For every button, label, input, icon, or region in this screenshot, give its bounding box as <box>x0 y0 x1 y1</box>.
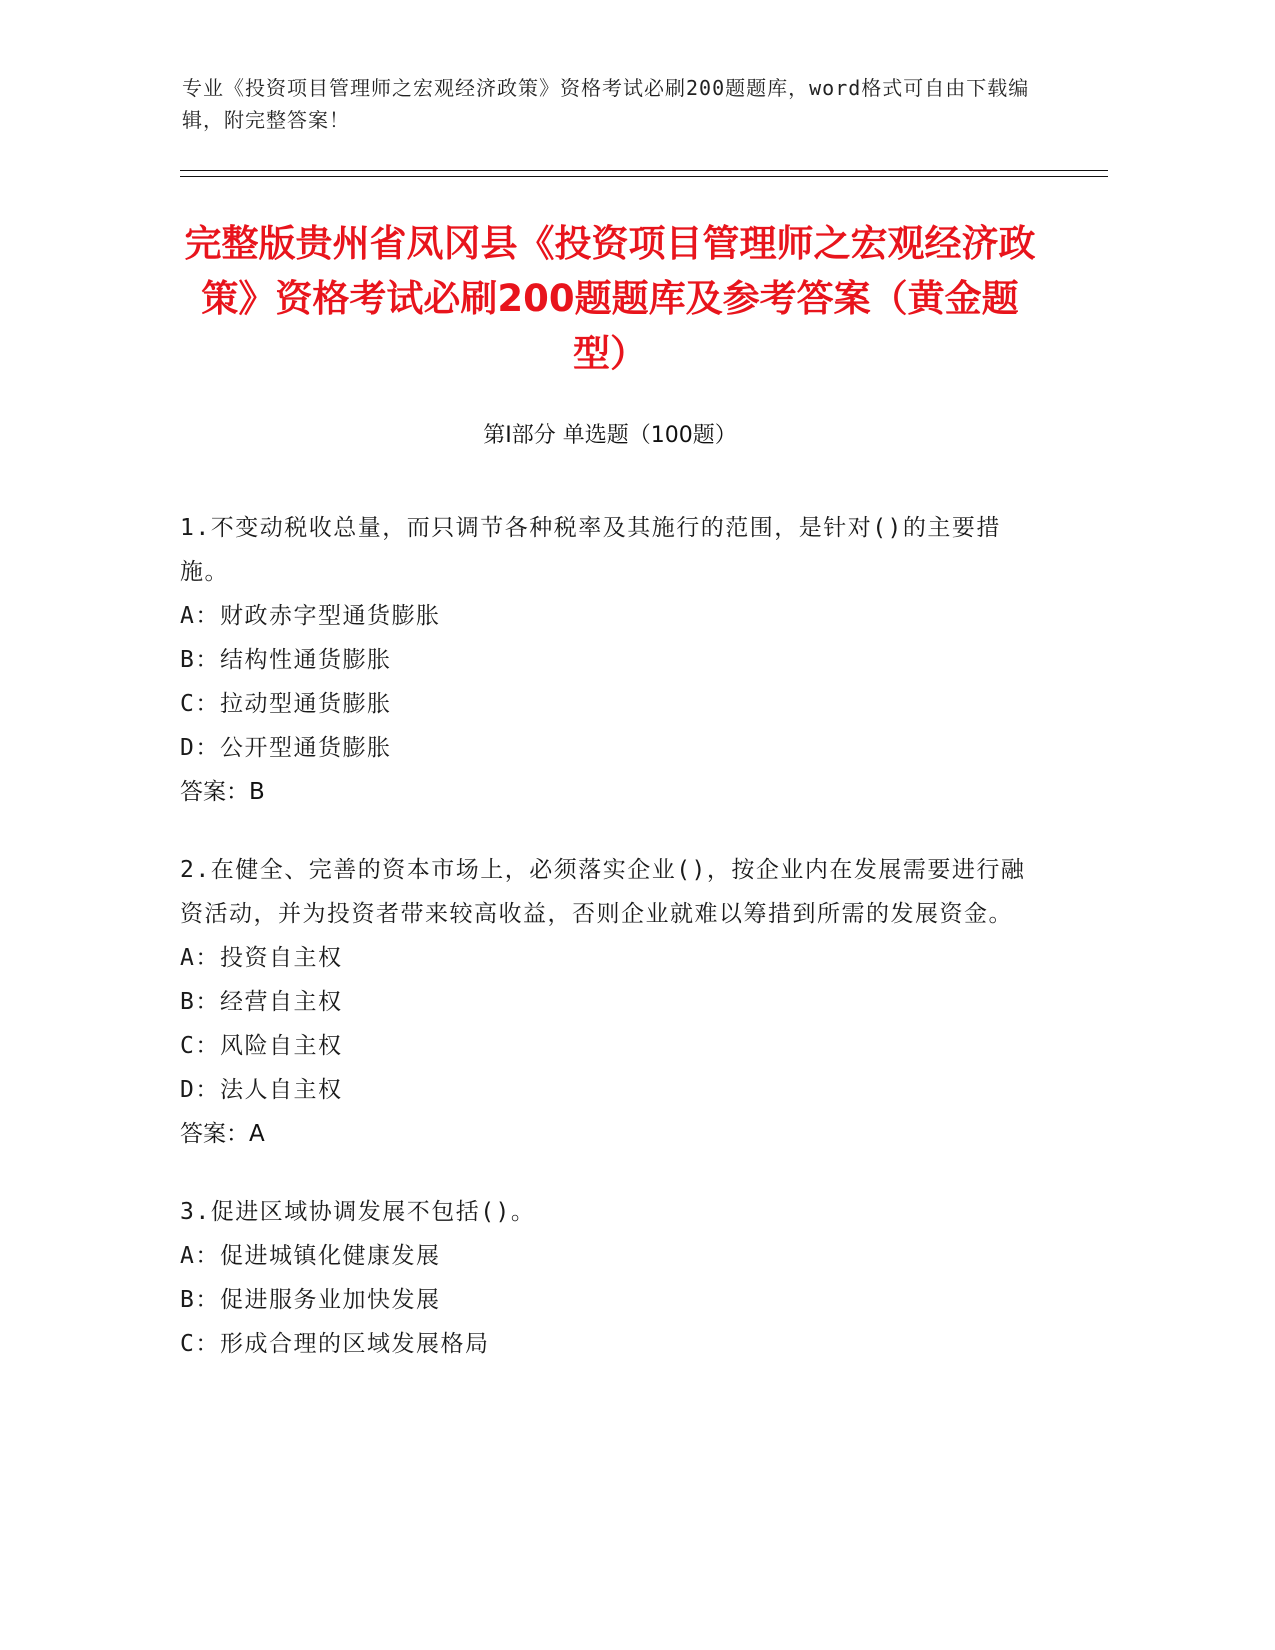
option-d <box>180 1068 1040 1112</box>
option-d <box>180 726 1040 770</box>
section-heading: 第Ⅰ部分 单选题（100题） <box>483 423 737 448</box>
option-text: 促进城镇化健康发展 <box>220 1243 441 1269</box>
question-stem: 1.不变动税收总量，而只调节各种税率及其施行的范围，是针对()的主要措施。 <box>180 515 1001 585</box>
option-key: A： <box>180 945 220 971</box>
option-key: C： <box>180 1033 220 1059</box>
option-b <box>180 980 1040 1024</box>
option-a <box>180 594 1040 638</box>
option-b <box>180 1278 1040 1322</box>
option-key: A： <box>180 1243 220 1269</box>
option-c <box>180 682 1040 726</box>
option-text: 法人自主权 <box>220 1077 343 1103</box>
question-1 <box>180 506 1040 814</box>
option-key: B： <box>180 989 220 1015</box>
option-text: 公开型通货膨胀 <box>220 735 392 761</box>
option-text: 拉动型通货膨胀 <box>220 691 392 717</box>
option-key: B： <box>180 647 220 673</box>
option-text: 促进服务业加快发展 <box>220 1287 441 1313</box>
option-text: 形成合理的区域发展格局 <box>220 1331 490 1357</box>
option-c <box>180 1024 1040 1068</box>
question-3 <box>180 1190 1040 1366</box>
answer-line: 答案：B <box>180 779 265 805</box>
header-divider-top <box>180 170 1108 171</box>
option-a <box>180 936 1040 980</box>
question-stem: 3.促进区域协调发展不包括()。 <box>180 1199 536 1225</box>
option-a <box>180 1234 1040 1278</box>
option-text: 投资自主权 <box>220 945 343 971</box>
option-c <box>180 1322 1040 1366</box>
question-list <box>180 506 1040 1400</box>
option-text: 财政赤字型通货膨胀 <box>220 603 441 629</box>
option-key: D： <box>180 1077 220 1103</box>
option-key: D： <box>180 735 220 761</box>
document-title: 完整版贵州省凤冈县《投资项目管理师之宏观经济政策》资格考试必刷200题题库及参考答案（黄金题型） <box>184 222 1036 375</box>
question-stem: 2.在健全、完善的资本市场上，必须落实企业()，按企业内在发展需要进行融资活动，并为投资者带来较高收益，否则企业就难以筹措到所需的发展资金。 <box>180 857 1026 927</box>
option-key: B： <box>180 1287 220 1313</box>
header-note: 专业《投资项目管理师之宏观经济政策》资格考试必刷200题题库，word格式可自由下载编辑，附完整答案！ <box>182 76 1030 132</box>
option-key: C： <box>180 691 220 717</box>
option-b <box>180 638 1040 682</box>
option-text: 经营自主权 <box>220 989 343 1015</box>
option-text: 风险自主权 <box>220 1033 343 1059</box>
option-text: 结构性通货膨胀 <box>220 647 392 673</box>
question-2 <box>180 848 1040 1156</box>
answer-line: 答案：A <box>180 1121 265 1147</box>
header-divider-bottom <box>180 176 1108 177</box>
option-key: C： <box>180 1331 220 1357</box>
option-key: A： <box>180 603 220 629</box>
